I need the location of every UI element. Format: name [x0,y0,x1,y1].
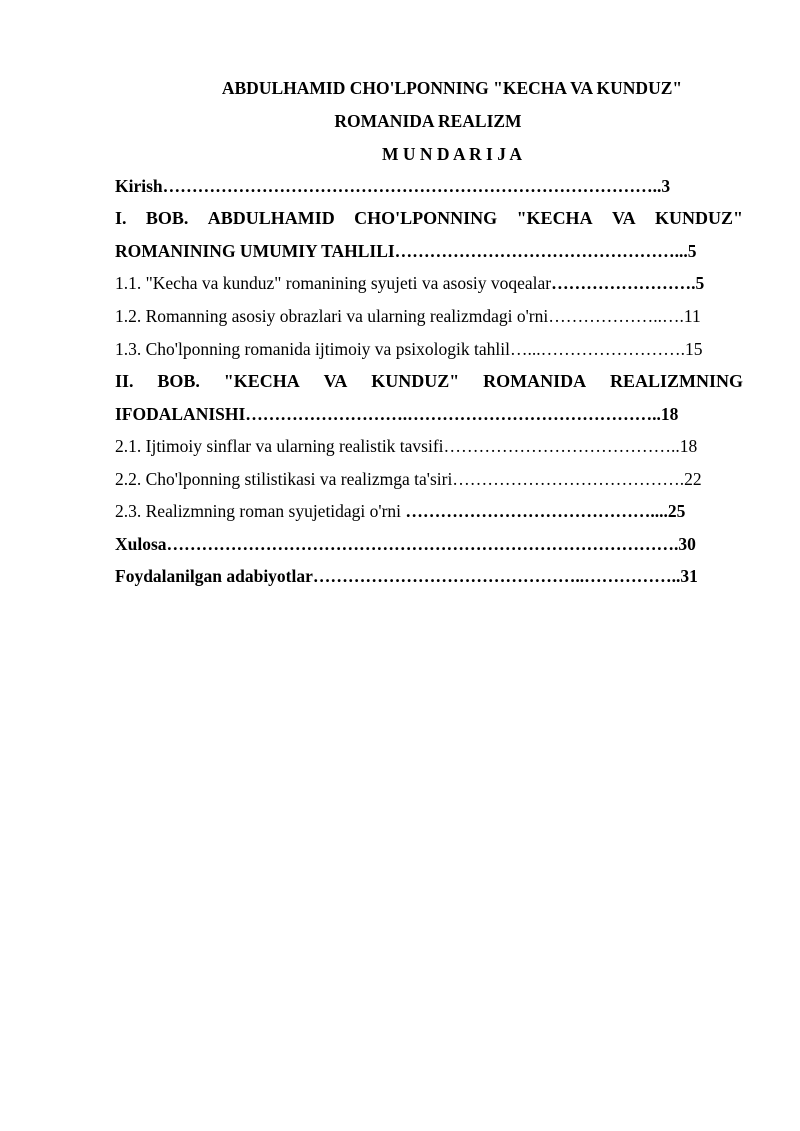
toc-entry-2-3 [115,500,743,522]
toc-entry-chapter1-line2: ROMANINING UMUMIY TAHLILI…………………………………………...5 [115,241,697,261]
word: REALIZMNING [609,371,743,391]
toc-entry-chapter2-line2: IFODALANISHI……………………….……………………………………..18 [115,404,679,424]
toc-entry-2-2: 2.2. Cho'lponning stilistikasi va realizmga ta'siri………………………………….22 [115,469,702,489]
toc-entry-1-1 [115,272,743,294]
word: CHO'LPONNING [354,208,498,228]
word: "KECHA [516,208,593,228]
toc-entry-1-1-dots: …………………….5 [551,273,705,293]
word: VA [611,208,636,228]
toc-entry-1-2: 1.2. Romanning asosiy obrazlari va ularning realizmdagi o'rni………………..….11 [115,306,701,326]
title-line-1: ABDULHAMID CHO'LPONNING "KECHA VA KUNDUZ" [221,78,683,98]
toc-entry-2-3-text: 2.3. Realizmning roman syujetidagi o'rni [115,501,406,521]
word: KUNDUZ" [371,371,460,391]
toc-entry-chapter2-line1 [115,370,743,392]
contents-heading: M U N D A R I J A [381,144,522,164]
toc-entry-2-3-dots: ……………………………………....25 [405,501,686,521]
word: I. [115,208,127,228]
word: KUNDUZ" [655,208,743,228]
word: BOB. [157,371,200,391]
word: ROMANIDA [483,371,587,391]
toc-entry-intro: Kirish…………………………………………………………………………..3 [115,176,671,196]
title-line-2: ROMANIDA REALIZM [334,111,522,131]
word: BOB. [145,208,189,228]
toc-entry-chapter1-line1 [115,207,743,229]
toc-entry-conclusion: Xulosa…………………………………………………………………………….30 [115,534,696,554]
word: ABDULHAMID [207,208,335,228]
toc-entry-2-1: 2.1. Ijtimoiy sinflar va ularning realistik tavsifi…………………………………..18 [115,436,698,456]
toc-entry-1-1-text: 1.1. "Kecha va kunduz" romanining syujeti va asosiy voqealar [115,273,552,293]
word: II. [115,371,134,391]
toc-entry-1-3: 1.3. Cho'lponning romanida ijtimoiy va psixologik tahlil…...…………………….15 [115,339,703,359]
toc-entry-references: Foydalanilgan adabiyotlar………………………………………..……………..31 [115,566,698,586]
word: "KECHA [223,371,300,391]
word: VA [323,371,348,391]
